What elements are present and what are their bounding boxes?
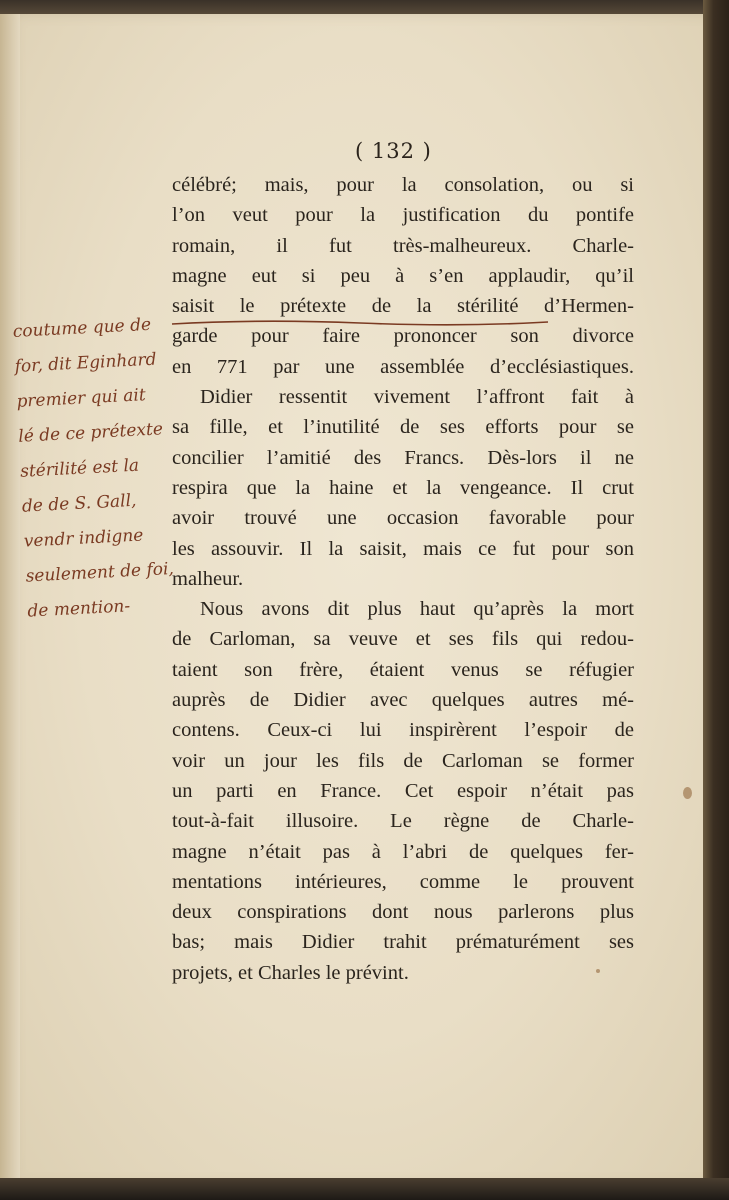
margin-note-line: for, dit Eginhard <box>14 349 157 377</box>
page-number: ( 132 ) <box>355 139 432 163</box>
text-line: de Carloman, sa veuve et ses fils qui redou- <box>172 628 634 651</box>
text-line: sa fille, et l’inutilité de ses efforts pour se <box>172 416 634 439</box>
margin-note-line: de de S. Gall, <box>21 490 137 517</box>
text-line: mentations intérieures, comme le prouvent <box>172 870 634 893</box>
text-line: les assouvir. Il la saisit, mais ce fut pour son <box>172 537 634 560</box>
text-line: saisit le prétexte de la stérilité d’Hermen- <box>172 295 634 318</box>
page-gutter <box>0 14 20 1184</box>
text-line: deux conspirations dont nous parlerons plus <box>172 901 634 924</box>
text-line: l’on veut pour la justification du pontife <box>172 204 634 227</box>
text-line: Nous avons dit plus haut qu’après la mort <box>200 598 634 621</box>
text-line: Didier ressentit vivement l’affront fait à <box>200 386 634 409</box>
text-line: auprès de Didier avec quelques autres mé- <box>172 689 634 712</box>
text-line: un parti en France. Cet espoir n’était pas <box>172 779 634 802</box>
text-line: avoir trouvé une occasion favorable pour <box>172 507 634 530</box>
margin-note-line: vendr indigne <box>23 525 144 552</box>
text-line: garde pour faire prononcer son divorce <box>172 325 634 348</box>
text-line: magne n’était pas à l’abri de quelques fer- <box>172 840 634 863</box>
text-line: contens. Ceux-ci lui inspirèrent l’espoir de <box>172 719 634 742</box>
text-line: concilier l’amitié des Francs. Dès-lors il ne <box>172 446 634 469</box>
text-line: en 771 par une assemblée d’ecclésiastiques. <box>172 355 634 378</box>
margin-note-line: seulement de foi, <box>25 558 175 587</box>
page-bottom-shadow <box>0 1178 729 1200</box>
text-line: respira que la haine et la vengeance. Il crut <box>172 476 634 499</box>
text-line: voir un jour les fils de Carloman se former <box>172 749 634 772</box>
book-edge <box>703 0 729 1200</box>
text-line: malheur. <box>172 567 244 590</box>
text-line: taient son frère, étaient venus se réfugier <box>172 658 634 681</box>
handwritten-margin-notes <box>12 307 188 630</box>
text-line: tout-à-fait illusoire. Le règne de Charle- <box>172 810 634 833</box>
text-line: projets, et Charles le prévint. <box>172 961 409 984</box>
margin-note-line: de mention- <box>27 596 131 622</box>
margin-note-line: lé de ce prétexte <box>17 419 164 447</box>
text-line: célébré; mais, pour la consolation, ou si <box>172 174 634 196</box>
body-text <box>172 170 634 988</box>
ink-stain <box>683 787 692 799</box>
margin-note-line: stérilité est la <box>19 455 140 482</box>
text-line: magne eut si peu à s’en applaudir, qu’il <box>172 264 634 287</box>
margin-note-line: coutume que de <box>12 314 152 342</box>
text-line: romain, il fut très-malheureux. Charle- <box>172 234 634 257</box>
text-line: bas; mais Didier trahit prématurément ses <box>172 931 634 954</box>
margin-note-line: premier qui ait <box>16 385 147 412</box>
